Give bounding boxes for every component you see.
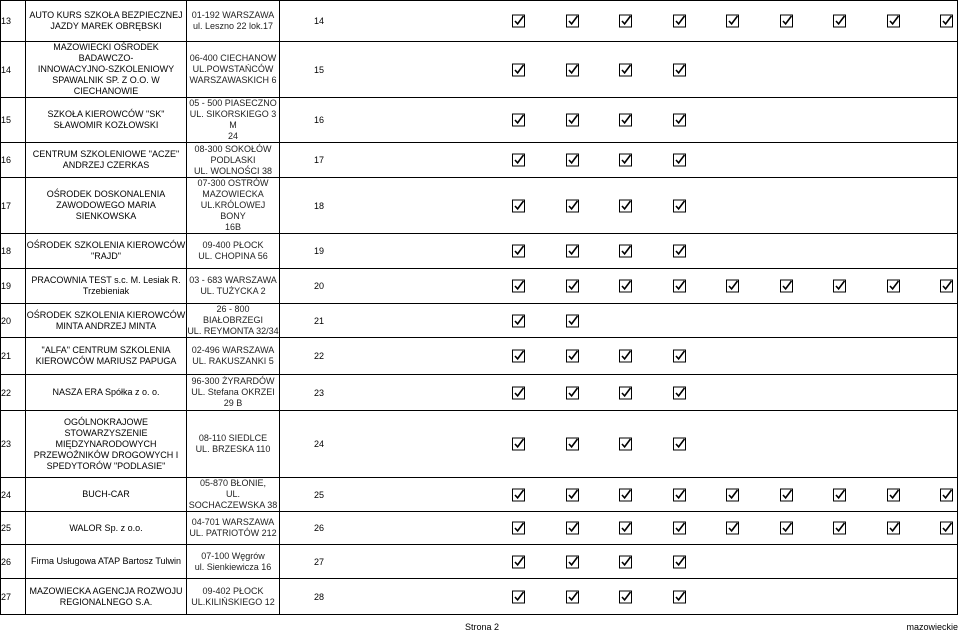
checked-checkbox-icon (887, 488, 900, 501)
address-cell (187, 338, 280, 375)
row-index: 20 (1, 304, 26, 338)
table-row (1, 234, 958, 269)
checked-checkbox-icon (673, 522, 686, 535)
school-name-line: JAZDY MAREK OBRĘBSKI (50, 21, 162, 31)
table-row (1, 304, 958, 338)
row-number: 28 (314, 591, 325, 602)
checked-checkbox-icon (833, 522, 846, 535)
row-number: 16 (314, 115, 325, 125)
checked-checkbox-icon (673, 63, 686, 76)
row-index: 24 (1, 478, 26, 512)
row-index: 18 (1, 234, 26, 269)
row-index: 23 (1, 411, 26, 478)
page-number: Strona 2 (465, 622, 500, 632)
address-line: 16B (224, 222, 241, 232)
address-line: UL. PATRIOTÓW 212 (189, 528, 277, 538)
row-index: 26 (1, 545, 26, 579)
address-line: 01-192 WARSZAWA (191, 10, 275, 20)
checked-checkbox-icon (619, 350, 632, 363)
address-line: 09-402 PŁOCK (202, 585, 264, 596)
address-line: UL. SIKORSKIEGO 3 M (189, 109, 277, 130)
school-name-line: AUTO KURS SZKOŁA BEZPIECZNEJ (29, 10, 183, 20)
checked-checkbox-icon (726, 522, 739, 535)
school-name-cell (26, 143, 187, 178)
school-name-line: OŚRODEK SZKOLENIA KIEROWCÓW (26, 240, 186, 250)
checked-checkbox-icon (780, 280, 793, 293)
checked-checkbox-icon (940, 488, 953, 501)
checked-checkbox-icon (566, 438, 579, 451)
address-line: 26 - 800 BIAŁOBRZEGI (202, 304, 264, 325)
checked-checkbox-icon (673, 114, 686, 127)
table-row (1, 375, 958, 411)
school-name-line: CENTRUM SZKOLENIOWE "ACZE" (32, 149, 180, 159)
row-index: 13 (1, 1, 26, 42)
checked-checkbox-icon (673, 590, 686, 603)
row-number: 27 (314, 556, 325, 567)
address-line: 08-300 SOKOŁÓW (194, 143, 272, 154)
address-line: 24 (227, 131, 238, 141)
school-name-line: SPEDYTORÓW "PODLASIE" (46, 460, 166, 471)
school-name-cell (26, 512, 187, 545)
checked-checkbox-icon (833, 488, 846, 501)
checked-checkbox-icon (619, 280, 632, 293)
table-row (1, 1, 958, 42)
categories-cell (280, 178, 958, 234)
row-number: 20 (314, 281, 325, 291)
table-row (1, 411, 958, 478)
row-number: 26 (314, 523, 325, 533)
address-line: UL. REYMONTA 32/34 (187, 326, 279, 336)
school-name-line: SPAWALNIK SP. Z O.O. W (52, 75, 160, 85)
checked-checkbox-icon (940, 280, 953, 293)
school-name-line: KIEROWCÓW MARIUSZ PAPUGA (35, 356, 177, 366)
address-line: UL.KRÓLOWEJ BONY (200, 200, 266, 221)
checked-checkbox-icon (673, 199, 686, 212)
checked-checkbox-icon (673, 386, 686, 399)
row-number: 19 (314, 246, 325, 256)
school-name-line: MINTA ANDRZEJ MINTA (55, 320, 157, 331)
address-line: ul. Sienkiewicza 16 (194, 561, 272, 572)
checked-checkbox-icon (619, 63, 632, 76)
school-name-line: STOWARZYSZENIE (64, 427, 148, 438)
checked-checkbox-icon (726, 488, 739, 501)
school-name-line: "RAJD" (91, 251, 121, 261)
checked-checkbox-icon (673, 154, 686, 167)
checked-checkbox-icon (512, 522, 525, 535)
checked-checkbox-icon (566, 350, 579, 363)
school-name-cell (26, 1, 187, 42)
school-name-line: PRZEWOŹNIKÓW DROGOWYCH I (33, 449, 179, 460)
table-row (1, 338, 958, 375)
categories-cell (280, 42, 958, 98)
row-index: 22 (1, 375, 26, 411)
table-row (1, 545, 958, 579)
address-line: UL. BRZESKA 110 (195, 444, 271, 454)
address-line: UL. SOCHACZEWSKA 38 (188, 489, 278, 510)
checked-checkbox-icon (566, 522, 579, 535)
row-number: 23 (314, 387, 325, 398)
row-number: 18 (314, 200, 325, 211)
address-line: UL. TUŻYCKA 2 (200, 286, 266, 296)
categories-cell (280, 304, 958, 338)
checked-checkbox-icon (619, 245, 632, 258)
checked-checkbox-icon (619, 488, 632, 501)
address-line: UL.KILIŃSKIEGO 12 (191, 596, 275, 607)
address-cell (187, 375, 280, 411)
school-name-line: WALOR Sp. z o.o. (69, 522, 143, 533)
checked-checkbox-icon (566, 245, 579, 258)
categories-cell (280, 375, 958, 411)
checked-checkbox-icon (673, 438, 686, 451)
checked-checkbox-icon (512, 154, 525, 167)
checked-checkbox-icon (566, 386, 579, 399)
checked-checkbox-icon (780, 522, 793, 535)
categories-cell (280, 98, 958, 143)
row-number: 24 (314, 439, 325, 449)
address-line: WARSZAWASKICH 6 (189, 75, 277, 85)
checked-checkbox-icon (619, 114, 632, 127)
table-row (1, 478, 958, 512)
checked-checkbox-icon (673, 555, 686, 568)
checked-checkbox-icon (619, 154, 632, 167)
row-number: 21 (314, 315, 325, 326)
school-name-line: PRACOWNIA TEST s.c. M. Lesiak R. (31, 275, 181, 285)
address-cell (187, 269, 280, 304)
school-name-cell (26, 178, 187, 234)
row-index: 25 (1, 512, 26, 545)
address-cell (187, 178, 280, 234)
address-line: 07-100 Węgrów (201, 550, 265, 561)
checked-checkbox-icon (619, 522, 632, 535)
table-row (1, 269, 958, 304)
checked-checkbox-icon (887, 15, 900, 28)
checked-checkbox-icon (780, 488, 793, 501)
row-number: 14 (314, 16, 325, 26)
school-name-line: "ALFA" CENTRUM SZKOLENIA (41, 345, 171, 355)
checked-checkbox-icon (726, 280, 739, 293)
checked-checkbox-icon (512, 386, 525, 399)
categories-cell (280, 512, 958, 545)
checked-checkbox-icon (726, 15, 739, 28)
checked-checkbox-icon (512, 438, 525, 451)
checked-checkbox-icon (887, 280, 900, 293)
checked-checkbox-icon (619, 590, 632, 603)
address-line: 02-496 WARSZAWA (191, 345, 275, 355)
checked-checkbox-icon (673, 488, 686, 501)
row-index: 16 (1, 143, 26, 178)
address-line: UL. Stefana OKRZEI 29 B (191, 387, 275, 408)
checked-checkbox-icon (512, 555, 525, 568)
checked-checkbox-icon (566, 488, 579, 501)
school-name-line: ANDRZEJ CZERKAS (62, 160, 150, 170)
checked-checkbox-icon (887, 522, 900, 535)
checked-checkbox-icon (619, 15, 632, 28)
address-line: 07-300 OSTRÓW (197, 178, 269, 188)
table-row (1, 512, 958, 545)
school-name-cell (26, 42, 187, 98)
checked-checkbox-icon (566, 590, 579, 603)
checked-checkbox-icon (833, 280, 846, 293)
school-name-line: BUCH-CAR (82, 489, 130, 499)
school-name-line: SZKOŁA KIEROWCÓW "SK" (47, 109, 165, 119)
address-cell (187, 304, 280, 338)
address-line: 05-870 BŁONIE, (199, 478, 267, 488)
address-cell (187, 478, 280, 512)
school-name-line: OGÓLNOKRAJOWE (63, 416, 148, 427)
row-number: 17 (314, 155, 325, 165)
address-line: 06-400 CIECHANOW (189, 53, 277, 63)
address-cell (187, 411, 280, 478)
checked-checkbox-icon (673, 245, 686, 258)
school-name-line: MAZOWIECKI OŚRODEK BADAWCZO- (53, 42, 159, 63)
checked-checkbox-icon (833, 15, 846, 28)
checked-checkbox-icon (673, 350, 686, 363)
school-name-line: OŚRODEK DOSKONALENIA (46, 189, 166, 199)
school-name-line: CIECHANOWIE (73, 86, 139, 96)
address-line: UL.POWSTAŃCÓW (192, 64, 274, 74)
school-name-cell (26, 338, 187, 375)
categories-cell (280, 338, 958, 375)
school-name-line: MIĘDZYNARODOWYCH (55, 438, 157, 449)
checked-checkbox-icon (512, 350, 525, 363)
school-name-line: MAZOWIECKA AGENCJA ROZWOJU (29, 585, 183, 596)
school-name-line: Trzebieniak (82, 286, 130, 296)
checked-checkbox-icon (673, 280, 686, 293)
address-line: UL. RAKUSZANKI 5 (192, 356, 274, 366)
checked-checkbox-icon (566, 114, 579, 127)
categories-cell (280, 143, 958, 178)
registry-table-body (1, 1, 958, 615)
address-line: PODLASKI (210, 154, 256, 165)
table-row (1, 579, 958, 615)
address-line: 09-400 PŁOCK (202, 240, 264, 250)
checked-checkbox-icon (619, 199, 632, 212)
checked-checkbox-icon (619, 438, 632, 451)
region-label: mazowieckie (906, 622, 958, 632)
address-line: MAZOWIECKA (202, 189, 264, 199)
school-name-line: Firma Usługowa ATAP Bartosz Tulwin (30, 556, 182, 566)
checked-checkbox-icon (512, 314, 525, 327)
row-index: 19 (1, 269, 26, 304)
row-index: 21 (1, 338, 26, 375)
address-cell (187, 98, 280, 143)
address-cell (187, 579, 280, 615)
categories-cell (280, 234, 958, 269)
address-line: UL. CHOPINA 56 (198, 251, 268, 261)
categories-cell (280, 1, 958, 42)
checked-checkbox-icon (566, 15, 579, 28)
row-index: 27 (1, 579, 26, 615)
row-number: 25 (314, 489, 325, 500)
checked-checkbox-icon (940, 15, 953, 28)
checked-checkbox-icon (512, 280, 525, 293)
checked-checkbox-icon (512, 488, 525, 501)
checked-checkbox-icon (566, 63, 579, 76)
row-index: 15 (1, 98, 26, 143)
checked-checkbox-icon (619, 555, 632, 568)
address-cell (187, 42, 280, 98)
school-name-cell (26, 545, 187, 579)
table-row (1, 143, 958, 178)
school-name-cell (26, 234, 187, 269)
school-name-cell (26, 269, 187, 304)
categories-cell (280, 579, 958, 615)
checked-checkbox-icon (512, 199, 525, 212)
checked-checkbox-icon (566, 555, 579, 568)
categories-cell (280, 411, 958, 478)
table-row (1, 42, 958, 98)
table-row (1, 98, 958, 143)
categories-cell (280, 269, 958, 304)
address-line: 96-300 ŻYRARDÓW (191, 376, 275, 386)
checked-checkbox-icon (780, 15, 793, 28)
checked-checkbox-icon (619, 386, 632, 399)
address-cell (187, 512, 280, 545)
address-line: ul. Leszno 22 lok.17 (192, 21, 274, 31)
address-line: 04-701 WARSZAWA (191, 517, 275, 527)
checked-checkbox-icon (512, 590, 525, 603)
school-name-line: ZAWODOWEGO MARIA SIENKOWSKA (56, 200, 156, 221)
school-name-cell (26, 98, 187, 143)
checked-checkbox-icon (512, 245, 525, 258)
checked-checkbox-icon (566, 199, 579, 212)
categories-cell (280, 478, 958, 512)
school-name-line: OŚRODEK SZKOLENIA KIEROWCÓW (26, 309, 186, 320)
school-name-cell (26, 579, 187, 615)
checked-checkbox-icon (512, 114, 525, 127)
school-name-line: NASZA ERA Spółka z o. o. (52, 387, 160, 397)
school-name-cell (26, 478, 187, 512)
address-line: UL. WOLNOŚCI 38 (193, 165, 273, 176)
address-line: 08-110 SIEDLCE (198, 433, 268, 443)
address-cell (187, 545, 280, 579)
row-number: 15 (314, 64, 325, 75)
categories-cell (280, 545, 958, 579)
address-line: 03 - 683 WARSZAWA (189, 275, 277, 285)
school-name-line: INNOWACYJNO-SZKOLENIOWY (37, 64, 175, 74)
address-line: 05 - 500 PIASECZNO (189, 98, 277, 108)
row-index: 17 (1, 178, 26, 234)
row-index: 14 (1, 42, 26, 98)
table-row (1, 178, 958, 234)
checked-checkbox-icon (512, 15, 525, 28)
checked-checkbox-icon (940, 522, 953, 535)
row-number: 22 (314, 351, 325, 361)
checked-checkbox-icon (566, 280, 579, 293)
address-cell (187, 1, 280, 42)
address-cell (187, 234, 280, 269)
school-name-cell (26, 375, 187, 411)
school-name-cell (26, 411, 187, 478)
school-name-cell (26, 304, 187, 338)
checked-checkbox-icon (566, 154, 579, 167)
school-name-line: SŁAWOMIR KOZŁOWSKI (53, 120, 159, 130)
checked-checkbox-icon (673, 15, 686, 28)
checked-checkbox-icon (566, 314, 579, 327)
address-cell (187, 143, 280, 178)
school-name-line: REGIONALNEGO S.A. (59, 596, 153, 607)
checked-checkbox-icon (512, 63, 525, 76)
